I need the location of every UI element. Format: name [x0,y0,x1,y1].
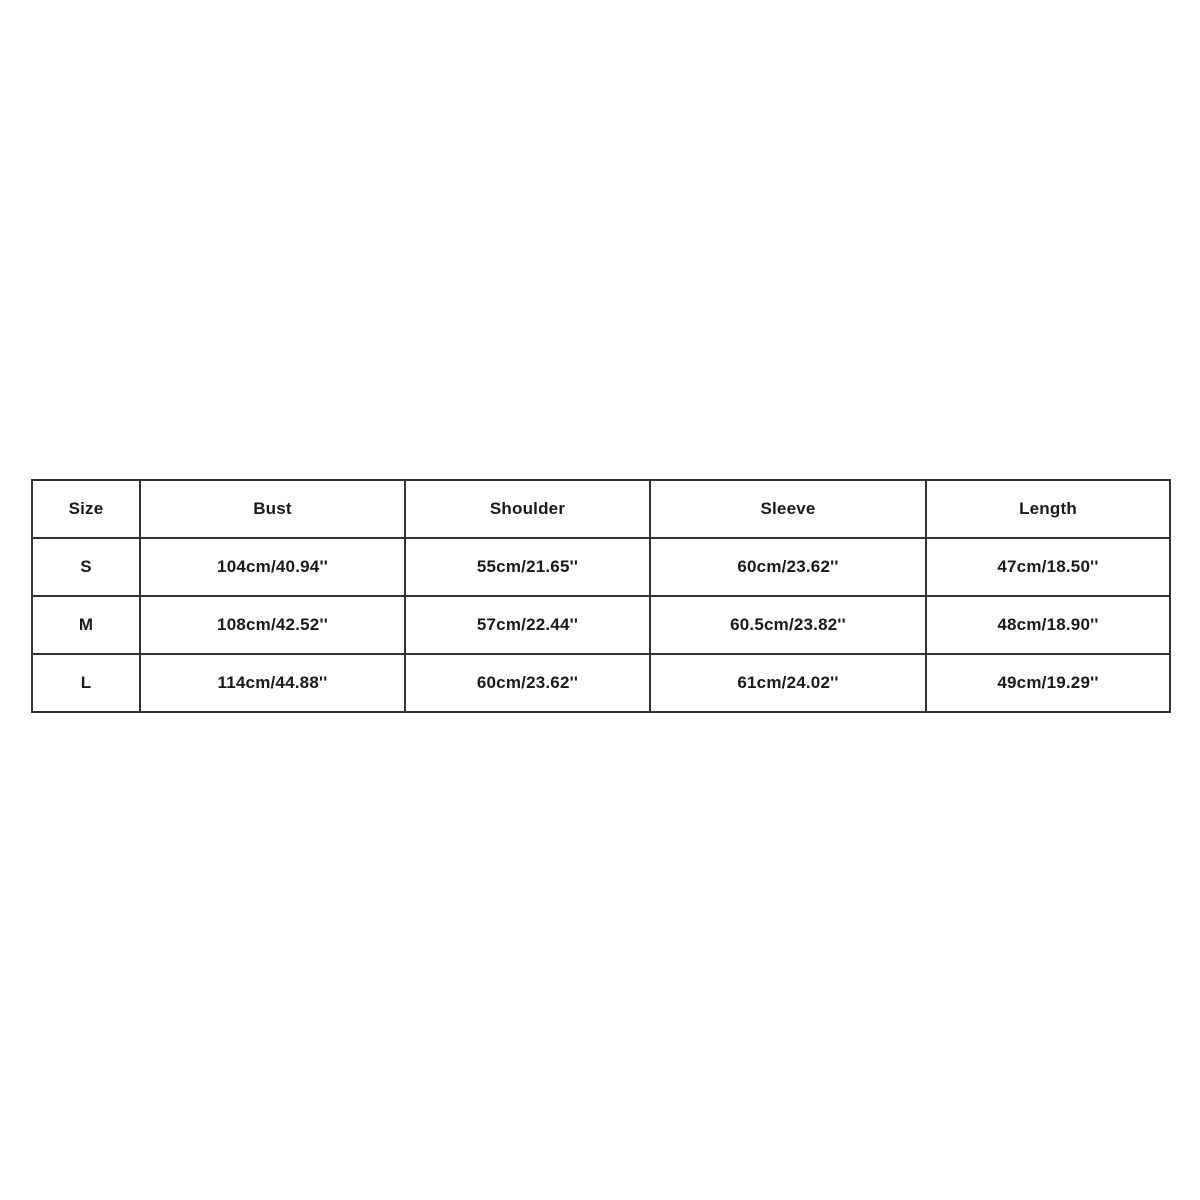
cell-bust: 104cm/40.94'' [140,538,405,596]
cell-sleeve: 61cm/24.02'' [650,654,926,712]
cell-length: 49cm/19.29'' [926,654,1170,712]
table-row [32,654,1170,712]
header-shoulder: Shoulder [405,480,650,538]
header-sleeve: Sleeve [650,480,926,538]
cell-length: 47cm/18.50'' [926,538,1170,596]
cell-shoulder: 55cm/21.65'' [405,538,650,596]
cell-bust: 108cm/42.52'' [140,596,405,654]
cell-bust: 114cm/44.88'' [140,654,405,712]
cell-size: M [32,596,140,654]
header-length: Length [926,480,1170,538]
cell-size: S [32,538,140,596]
cell-shoulder: 57cm/22.44'' [405,596,650,654]
cell-sleeve: 60.5cm/23.82'' [650,596,926,654]
header-bust: Bust [140,480,405,538]
table-row [32,596,1170,654]
cell-length: 48cm/18.90'' [926,596,1170,654]
size-chart-table [31,479,1171,713]
table-header-row [32,480,1170,538]
cell-size: L [32,654,140,712]
header-size: Size [32,480,140,538]
table-row [32,538,1170,596]
cell-shoulder: 60cm/23.62'' [405,654,650,712]
cell-sleeve: 60cm/23.62'' [650,538,926,596]
